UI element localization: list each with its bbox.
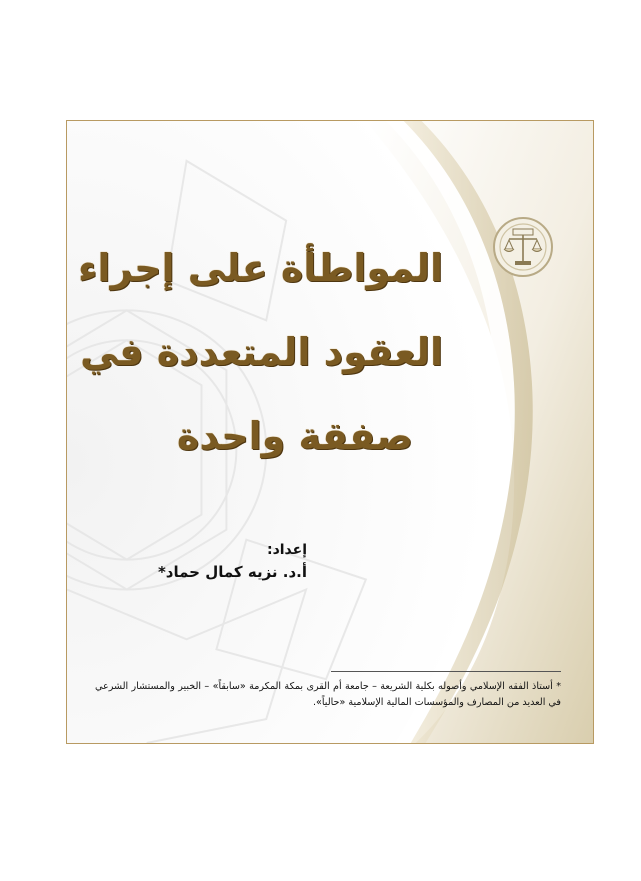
cover-frame <box>66 120 594 744</box>
title-line-1: المواطأة على إجراء <box>78 246 443 290</box>
scales-of-justice-emblem-icon <box>491 215 555 279</box>
book-title <box>78 226 443 478</box>
author-footnote: * أستاذ الفقه الإسلامي وأصوله بكلية الشريعة – جامعة أم القرى بمكة المكرمة «سابقاً» – الخبير والمستشار الشرعي في العديد من المصارف والمؤسسات المالية الإسلامية «حالياً». <box>95 681 561 708</box>
title-line-2: العقود المتعددة في <box>80 330 443 374</box>
author-name: أ.د. نزيه كمال حماد* <box>157 563 307 581</box>
title-line-3: صفقة واحدة <box>176 414 413 458</box>
footnote-divider <box>331 671 561 672</box>
author-label: إعداد: <box>266 542 307 558</box>
author-block <box>158 539 307 583</box>
